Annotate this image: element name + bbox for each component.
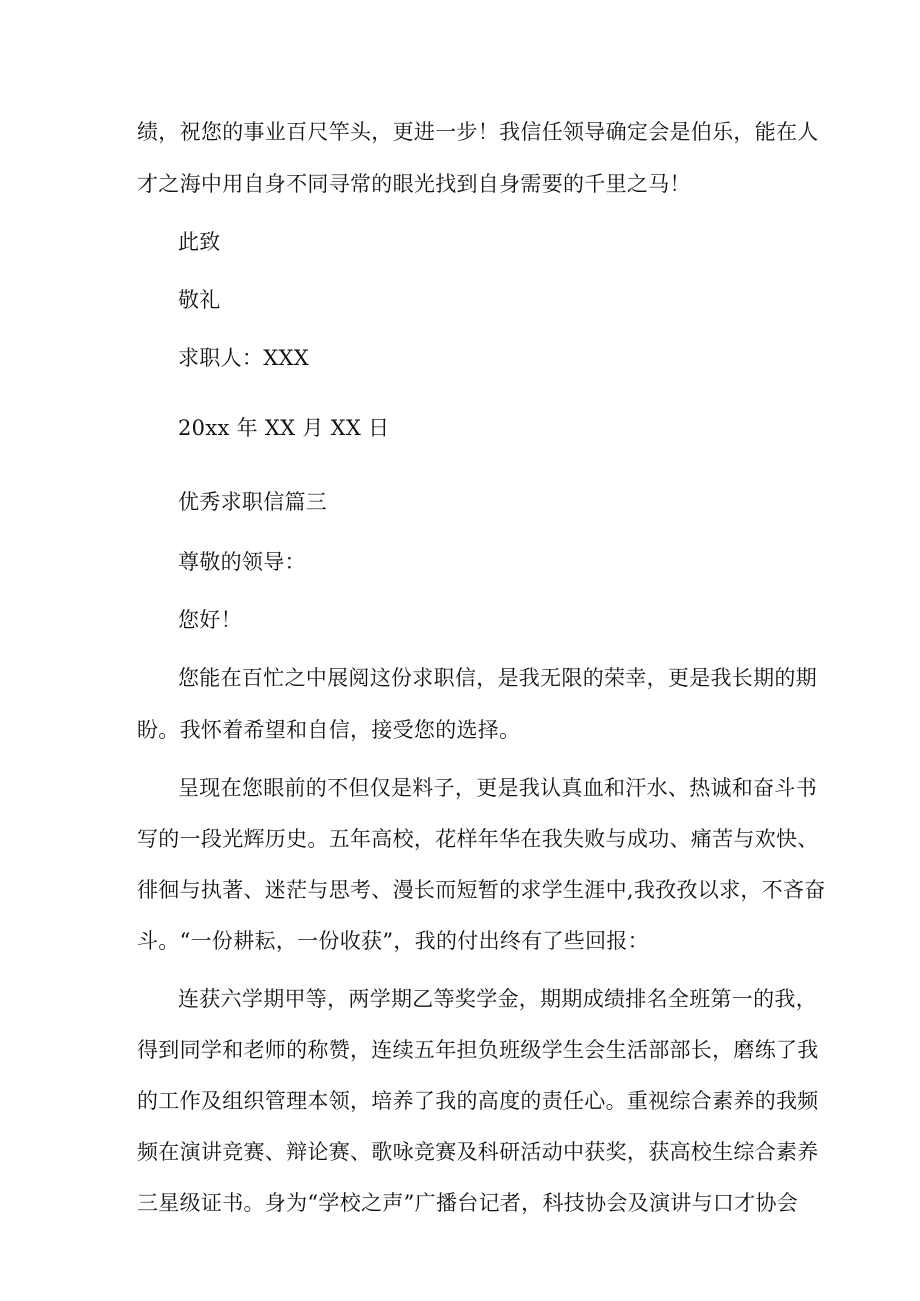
closing-salutation: 敬礼 bbox=[178, 288, 221, 312]
section-heading: 优秀求职信篇三 bbox=[178, 490, 328, 514]
paragraph-line: 呈现在您眼前的不但仅是料子，更是我认真血和汗水、热诚和奋斗书 bbox=[178, 776, 817, 800]
paragraph-line: 三星级证书。身为“学校之声”广播台记者，科技协会及演讲与口才协会 bbox=[137, 1191, 799, 1215]
paragraph-line: 绩，祝您的事业百尺竿头，更进一步！我信任领导确定会是伯乐，能在人 bbox=[137, 120, 819, 144]
paragraph-line: 盼。我怀着希望和自信，接受您的选择。 bbox=[137, 718, 521, 742]
signature-date: 20xx 年 XX 月 XX 日 bbox=[178, 416, 390, 440]
paragraph-line: 得到同学和老师的称赞，连续五年担负班级学生会生活部部长，磨练了我 bbox=[137, 1038, 819, 1062]
paragraph-line: 徘徊与执著、迷茫与思考、漫长而短暂的求学生涯中,我孜孜以求，不吝奋 bbox=[137, 878, 826, 902]
paragraph-line: 连获六学期甲等，两学期乙等奖学金，期期成绩排名全班第一的我， bbox=[178, 987, 817, 1011]
paragraph-line: 斗。“一份耕耘，一份收获”，我的付出终有了些回报： bbox=[137, 929, 649, 953]
greeting-salutation: 尊敬的领导： bbox=[178, 550, 306, 574]
closing-phrase: 此致 bbox=[178, 230, 221, 254]
signature-name: 求职人：XXX bbox=[178, 346, 309, 370]
paragraph-line: 频在演讲竞赛、辩论赛、歌咏竞赛及科研活动中获奖，获高校生综合素养 bbox=[137, 1140, 819, 1164]
paragraph-line: 您能在百忙之中展阅这份求职信，是我无限的荣幸，更是我长期的期 bbox=[178, 666, 817, 690]
paragraph-line: 的工作及组织管理本领，培养了我的高度的责任心。重视综合素养的我频 bbox=[137, 1089, 819, 1113]
greeting: 您好！ bbox=[178, 608, 242, 632]
paragraph-line: 写的一段光辉历史。五年高校，花样年华在我失败与成功、痛苦与欢快、 bbox=[137, 827, 819, 851]
paragraph-line: 才之海中用自身不同寻常的眼光找到自身需要的千里之马！ bbox=[137, 172, 691, 196]
